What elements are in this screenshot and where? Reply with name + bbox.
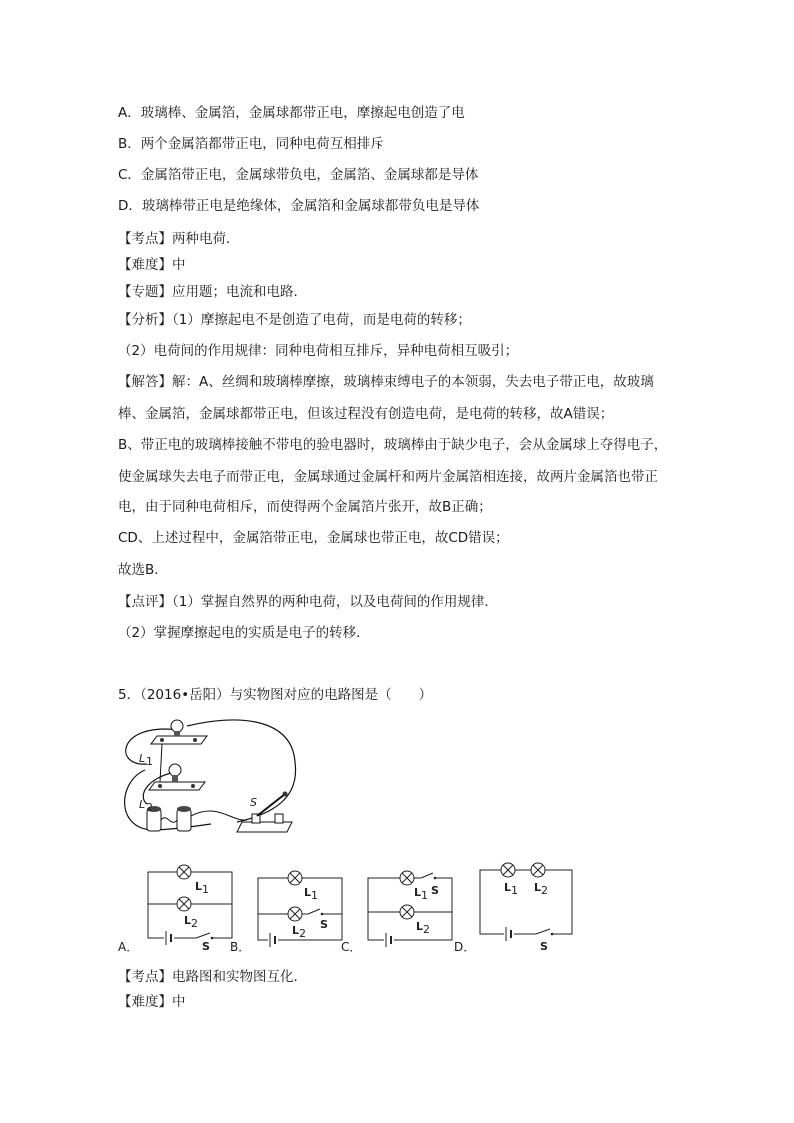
q5-difficulty-line: 【难度】中: [118, 994, 186, 1010]
solution-line-3: B、带正电的玻璃棒接触不带电的验电器时，玻璃棒由于缺少电子，会从金属球上夺得电子，: [118, 437, 668, 453]
lamp-l2-photo: [149, 764, 205, 790]
choice-diagrams: [140, 858, 620, 953]
a-l1-label: L: [195, 880, 203, 893]
solution-line-1: 【解答】解：A、丝绸和玻璃棒摩擦，玻璃棒束缚电子的本领弱，失去电子带正电，故玻璃: [118, 374, 654, 390]
c-l2-label: L: [416, 920, 424, 933]
choice-b-label: B．: [230, 940, 251, 954]
option-a: A．玻璃棒、金属箔，金属球都带正电，摩擦起电创造了电: [118, 105, 465, 121]
b-l2-label: L: [292, 924, 300, 937]
battery-cells-photo: [147, 806, 247, 831]
d-l2-sub: 2: [541, 884, 548, 897]
a-l2-sub: 2: [191, 917, 198, 930]
b-s-label: S: [320, 918, 328, 931]
answer-line: 故选B．: [118, 562, 168, 578]
diagram-b: [258, 871, 342, 947]
topic-line: 【专题】应用题；电流和电路．: [118, 284, 307, 300]
diagram-c: [368, 871, 452, 947]
solution-line-6: CD、上述过程中，金属箔带正电，金属球也带正电，故CD错误；: [118, 530, 509, 546]
photo-label-l1-sub: 1: [146, 755, 153, 768]
solution-line-4: 使金属球失去电子而带正电，金属球通过金属杆和两片金属箔相连接，故两片金属箔也带正: [118, 469, 658, 485]
option-b: B．两个金属箔都带正电，同种电荷互相排斥: [118, 136, 384, 152]
b-l1-sub: 1: [311, 889, 318, 902]
a-l1-sub: 1: [202, 883, 209, 896]
question-5-stem: 5．（2016•岳阳）与实物图对应的电路图是（ ）: [118, 687, 433, 703]
diagram-a: [148, 865, 232, 953]
option-c: C．金属箔带正电，金属球带负电，金属箔、金属球都是导体: [118, 167, 479, 183]
c-l1-sub: 1: [421, 889, 428, 902]
photo-label-s: S: [250, 796, 257, 809]
solution-line-5: 电，由于同种电荷相斥，而使得两个金属箔片张开，故B正确；: [118, 499, 492, 515]
choice-d-label: D．: [454, 940, 476, 954]
option-d: D．玻璃棒带正电是绝缘体，金属箔和金属球都带负电是导体: [118, 198, 480, 214]
photo-label-l2-sub: 2: [146, 801, 153, 814]
a-l2-label: L: [184, 914, 192, 927]
kaodian-line: 【考点】两种电荷．: [118, 231, 240, 247]
difficulty-line: 【难度】中: [118, 257, 186, 273]
d-l1-sub: 1: [511, 884, 518, 897]
diagram-d: [480, 863, 572, 953]
d-s-label: S: [540, 940, 548, 953]
physical-circuit-figure: [117, 712, 317, 842]
analysis-line-2: （2）电荷间的作用规律：同种电荷相互排斥，异种电荷相互吸引；: [118, 343, 519, 359]
choice-c-label: C．: [341, 940, 362, 954]
c-l2-sub: 2: [423, 923, 430, 936]
d-l2-label: L: [534, 881, 542, 894]
a-s-label: S: [202, 940, 210, 953]
choice-a-label: A．: [118, 940, 139, 954]
d-l1-label: L: [504, 881, 512, 894]
c-s-label: S: [431, 884, 439, 897]
photo-label-l2: L: [139, 798, 146, 811]
c-l1-label: L: [414, 886, 422, 899]
solution-line-2: 棒、金属箔，金属球都带正电，但该过程没有创造电荷，是电荷的转移，故A错误；: [118, 406, 614, 422]
b-l1-label: L: [304, 886, 312, 899]
switch-photo: [237, 792, 292, 833]
comment-line-2: （2）掌握摩擦起电的实质是电子的转移．: [118, 625, 370, 641]
comment-line-1: 【点评】（1）掌握自然界的两种电荷，以及电荷间的作用规律．: [118, 594, 498, 610]
analysis-line-1: 【分析】（1）摩擦起电不是创造了电荷，而是电荷的转移；: [118, 312, 471, 328]
q5-kaodian-line: 【考点】电路图和实物图互化．: [118, 969, 307, 985]
photo-label-l1: L: [139, 752, 146, 765]
b-l2-sub: 2: [299, 927, 306, 940]
